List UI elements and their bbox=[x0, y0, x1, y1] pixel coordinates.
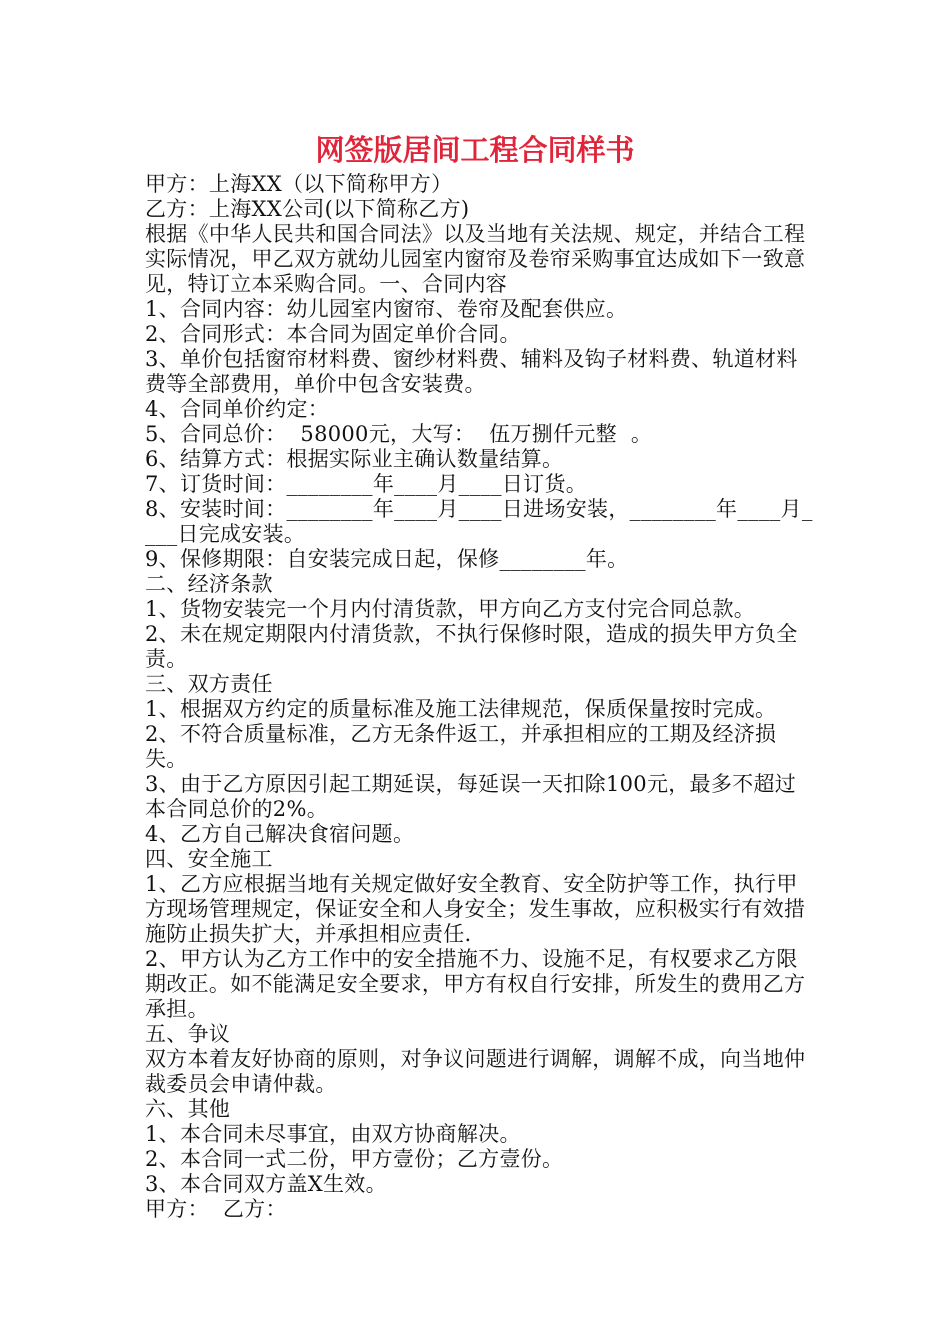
clause-paragraph: 双方本着友好协商的原则，对争议问题进行调解，调解不成，向当地仲裁委员会申请仲裁。 bbox=[145, 1047, 806, 1096]
clause-paragraph: 3、单价包括窗帘材料费、窗纱材料费、辅料及钩子材料费、轨道材料费等全部费用，单价中包含安装费。 bbox=[145, 347, 798, 396]
party-a-line: 甲方：上海XX（以下简称甲方） bbox=[145, 172, 453, 196]
clause-paragraph: 5、合同总价： 58000元，大写： 伍万捌仟元整 。 bbox=[145, 422, 653, 446]
clause-paragraph: 8、安装时间：________年____月____日进场安装，________年____月____日完成安装。 bbox=[145, 497, 813, 546]
clause-paragraph: 2、本合同一式二份，甲方壹份；乙方壹份。 bbox=[145, 1147, 564, 1171]
clause-paragraph: 2、合同形式：本合同为固定单价合同。 bbox=[145, 322, 521, 346]
section-heading: 五、争议 bbox=[145, 1022, 231, 1046]
clause-paragraph: 9、保修期限：自安装完成日起，保修________年。 bbox=[145, 547, 629, 571]
clause-paragraph: 1、合同内容：幼儿园室内窗帘、卷帘及配套供应。 bbox=[145, 297, 628, 321]
clause-paragraph: 6、结算方式：根据实际业主确认数量结算。 bbox=[145, 447, 564, 471]
document-body bbox=[145, 172, 815, 1222]
clause-paragraph: 1、本合同未尽事宜，由双方协商解决。 bbox=[145, 1122, 521, 1146]
party-b-line: 乙方：上海XX公司(以下简称乙方) bbox=[145, 197, 470, 221]
document-title: 网签版居间工程合同样书 bbox=[315, 133, 635, 167]
clause-paragraph: 2、不符合质量标准，乙方无条件返工，并承担相应的工期及经济损失。 bbox=[145, 722, 777, 771]
clause-paragraph: 2、未在规定期限内付清货款，不执行保修时限，造成的损失甲方负全责。 bbox=[145, 622, 798, 671]
clause-paragraph: 1、乙方应根据当地有关规定做好安全教育、安全防护等工作，执行甲方现场管理规定，保证安全和人身安全；发生事故，应积极实行有效措施防止损失扩大，并承担相应责任. bbox=[145, 872, 806, 946]
clause-paragraph: 2、甲方认为乙方工作中的安全措施不力、设施不足，有权要求乙方限期改正。如不能满足安全要求，甲方有权自行安排，所发生的费用乙方承担。 bbox=[145, 947, 806, 1021]
preamble-paragraph: 根据《中华人民共和国合同法》以及当地有关法规、规定，并结合工程实际情况，甲乙双方就幼儿园室内窗帘及卷帘采购事宜达成如下一致意见，特订立本采购合同。一、合同内容 bbox=[145, 222, 806, 296]
clause-paragraph: 1、根据双方约定的质量标准及施工法律规范，保质保量按时完成。 bbox=[145, 697, 777, 721]
clause-paragraph: 3、本合同双方盖X生效。 bbox=[145, 1172, 387, 1196]
clause-paragraph: 7、订货时间：________年____月____日订货。 bbox=[145, 472, 588, 496]
section-heading: 六、其他 bbox=[145, 1097, 231, 1121]
section-heading: 二、经济条款 bbox=[145, 572, 273, 596]
clause-paragraph: 3、由于乙方原因引起工期延误，每延误一天扣除100元，最多不超过本合同总价的2%。 bbox=[145, 772, 797, 821]
section-heading: 三、双方责任 bbox=[145, 672, 273, 696]
section-heading: 四、安全施工 bbox=[145, 847, 273, 871]
clause-paragraph: 4、乙方自己解决食宿问题。 bbox=[145, 822, 415, 846]
clause-paragraph: 4、合同单价约定： bbox=[145, 397, 330, 421]
clause-paragraph: 1、货物安装完一个月内付清货款，甲方向乙方支付完合同总款。 bbox=[145, 597, 756, 621]
signature-line: 甲方： 乙方： bbox=[145, 1197, 287, 1221]
